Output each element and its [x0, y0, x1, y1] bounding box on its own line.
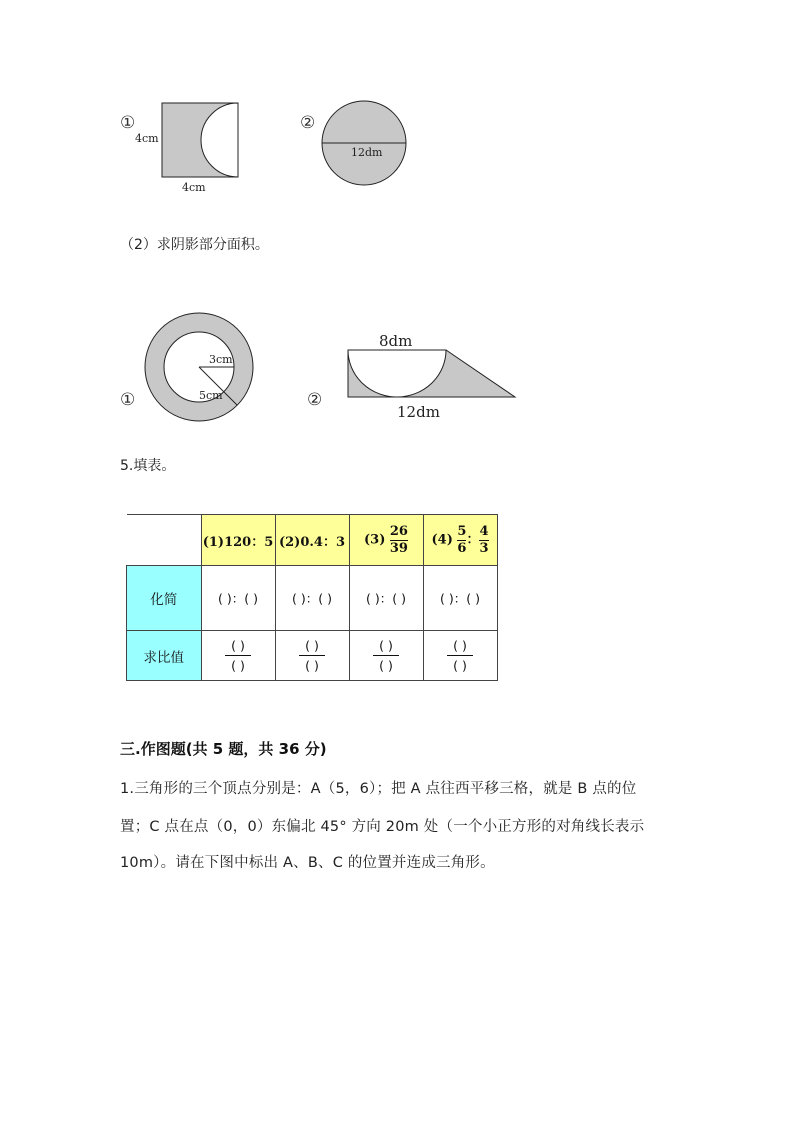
question-1-line-3: 10m）。请在下图中标出 A、B、C 的位置并连成三角形。: [120, 855, 495, 871]
simplify-blank-4: ( )：( ): [423, 566, 497, 631]
question-1-line-2: 置；C 点在点（0，0）东偏北 45° 方向 20m 处（一个小正方形的对角线长表示: [120, 819, 645, 835]
simplify-blank-3: ( )：( ): [349, 566, 423, 631]
ratio-value-blank-2: $\frac{( )}{( )}$: [275, 631, 349, 681]
header-3-prefix: (3): [364, 532, 386, 548]
outer-radius-label: 5cm: [199, 389, 223, 402]
circle-diameter-figure: [318, 99, 412, 191]
header-1-sep: ：: [251, 534, 265, 550]
header-4-a-numerator: 5: [457, 523, 467, 539]
header-1-rest: 5: [264, 534, 274, 550]
ratio-value-blank-3: $\frac{( )}{( )}$: [349, 631, 423, 681]
header-4-b-numerator: 4: [479, 523, 489, 539]
question-1-line-1: 1.三角形的三个顶点分别是：A（5，6）；把 A 点往西平移三格，就是 B 点的位: [120, 781, 637, 797]
figure-number-2: ②: [300, 113, 316, 133]
header-cell-1: [201, 515, 275, 566]
header-4-sep: ：: [466, 532, 480, 548]
header-2-sep: ：: [322, 534, 336, 550]
square-bottom-label: 4cm: [182, 181, 206, 194]
row-label-ratio-value: 求比值: [127, 631, 202, 681]
inner-radius-label: 3cm: [209, 353, 233, 366]
figure-number-1: ①: [120, 113, 136, 133]
simplify-blank-1: ( )：( ): [201, 566, 275, 631]
fill-table: [126, 514, 498, 681]
header-1-prefix: (1)120: [202, 534, 252, 550]
header-4-fraction-b: [479, 525, 488, 555]
shaded-area-instruction: （2）求阴影部分面积。: [120, 237, 269, 253]
trapezoid-bottom-label: 12dm: [397, 403, 440, 421]
header-cell-2: [275, 515, 349, 566]
header-cell-4: [423, 515, 497, 566]
header-2-rest: 3: [335, 534, 346, 550]
ratio-value-blank-4: $\frac{( )}{( )}$: [423, 631, 497, 681]
trapezoid-semicircle-figure: [327, 325, 517, 425]
row-label-simplify: 化简: [127, 566, 202, 631]
question-5-title: 5.填表。: [120, 458, 176, 474]
table-corner-cell: [127, 515, 202, 566]
header-4-b-denominator: 3: [479, 540, 489, 556]
header-3-fraction: [390, 525, 408, 555]
circle-diameter-label: 12dm: [351, 146, 383, 159]
square-side-label: 4cm: [135, 132, 159, 145]
header-4-a-denominator: 6: [457, 540, 467, 556]
header-4-prefix: (4): [431, 532, 453, 548]
annulus-figure: [139, 310, 261, 426]
ratio-value-blank-1: $\frac{( )}{( )}$: [201, 631, 275, 681]
section-3-heading: 三.作图题(共 5 题，共 36 分): [120, 740, 327, 758]
header-cell-3: [349, 515, 423, 566]
figure-number-4: ②: [307, 390, 323, 410]
figure-number-3: ①: [120, 390, 136, 410]
header-2-prefix: (2)0.4: [278, 534, 323, 550]
header-3-numerator: 26: [389, 523, 408, 539]
semicircle-diameter-label: 8dm: [379, 332, 413, 350]
square-semicircle-figure: [130, 100, 245, 195]
header-3-denominator: 39: [389, 540, 408, 556]
simplify-blank-2: ( )：( ): [275, 566, 349, 631]
